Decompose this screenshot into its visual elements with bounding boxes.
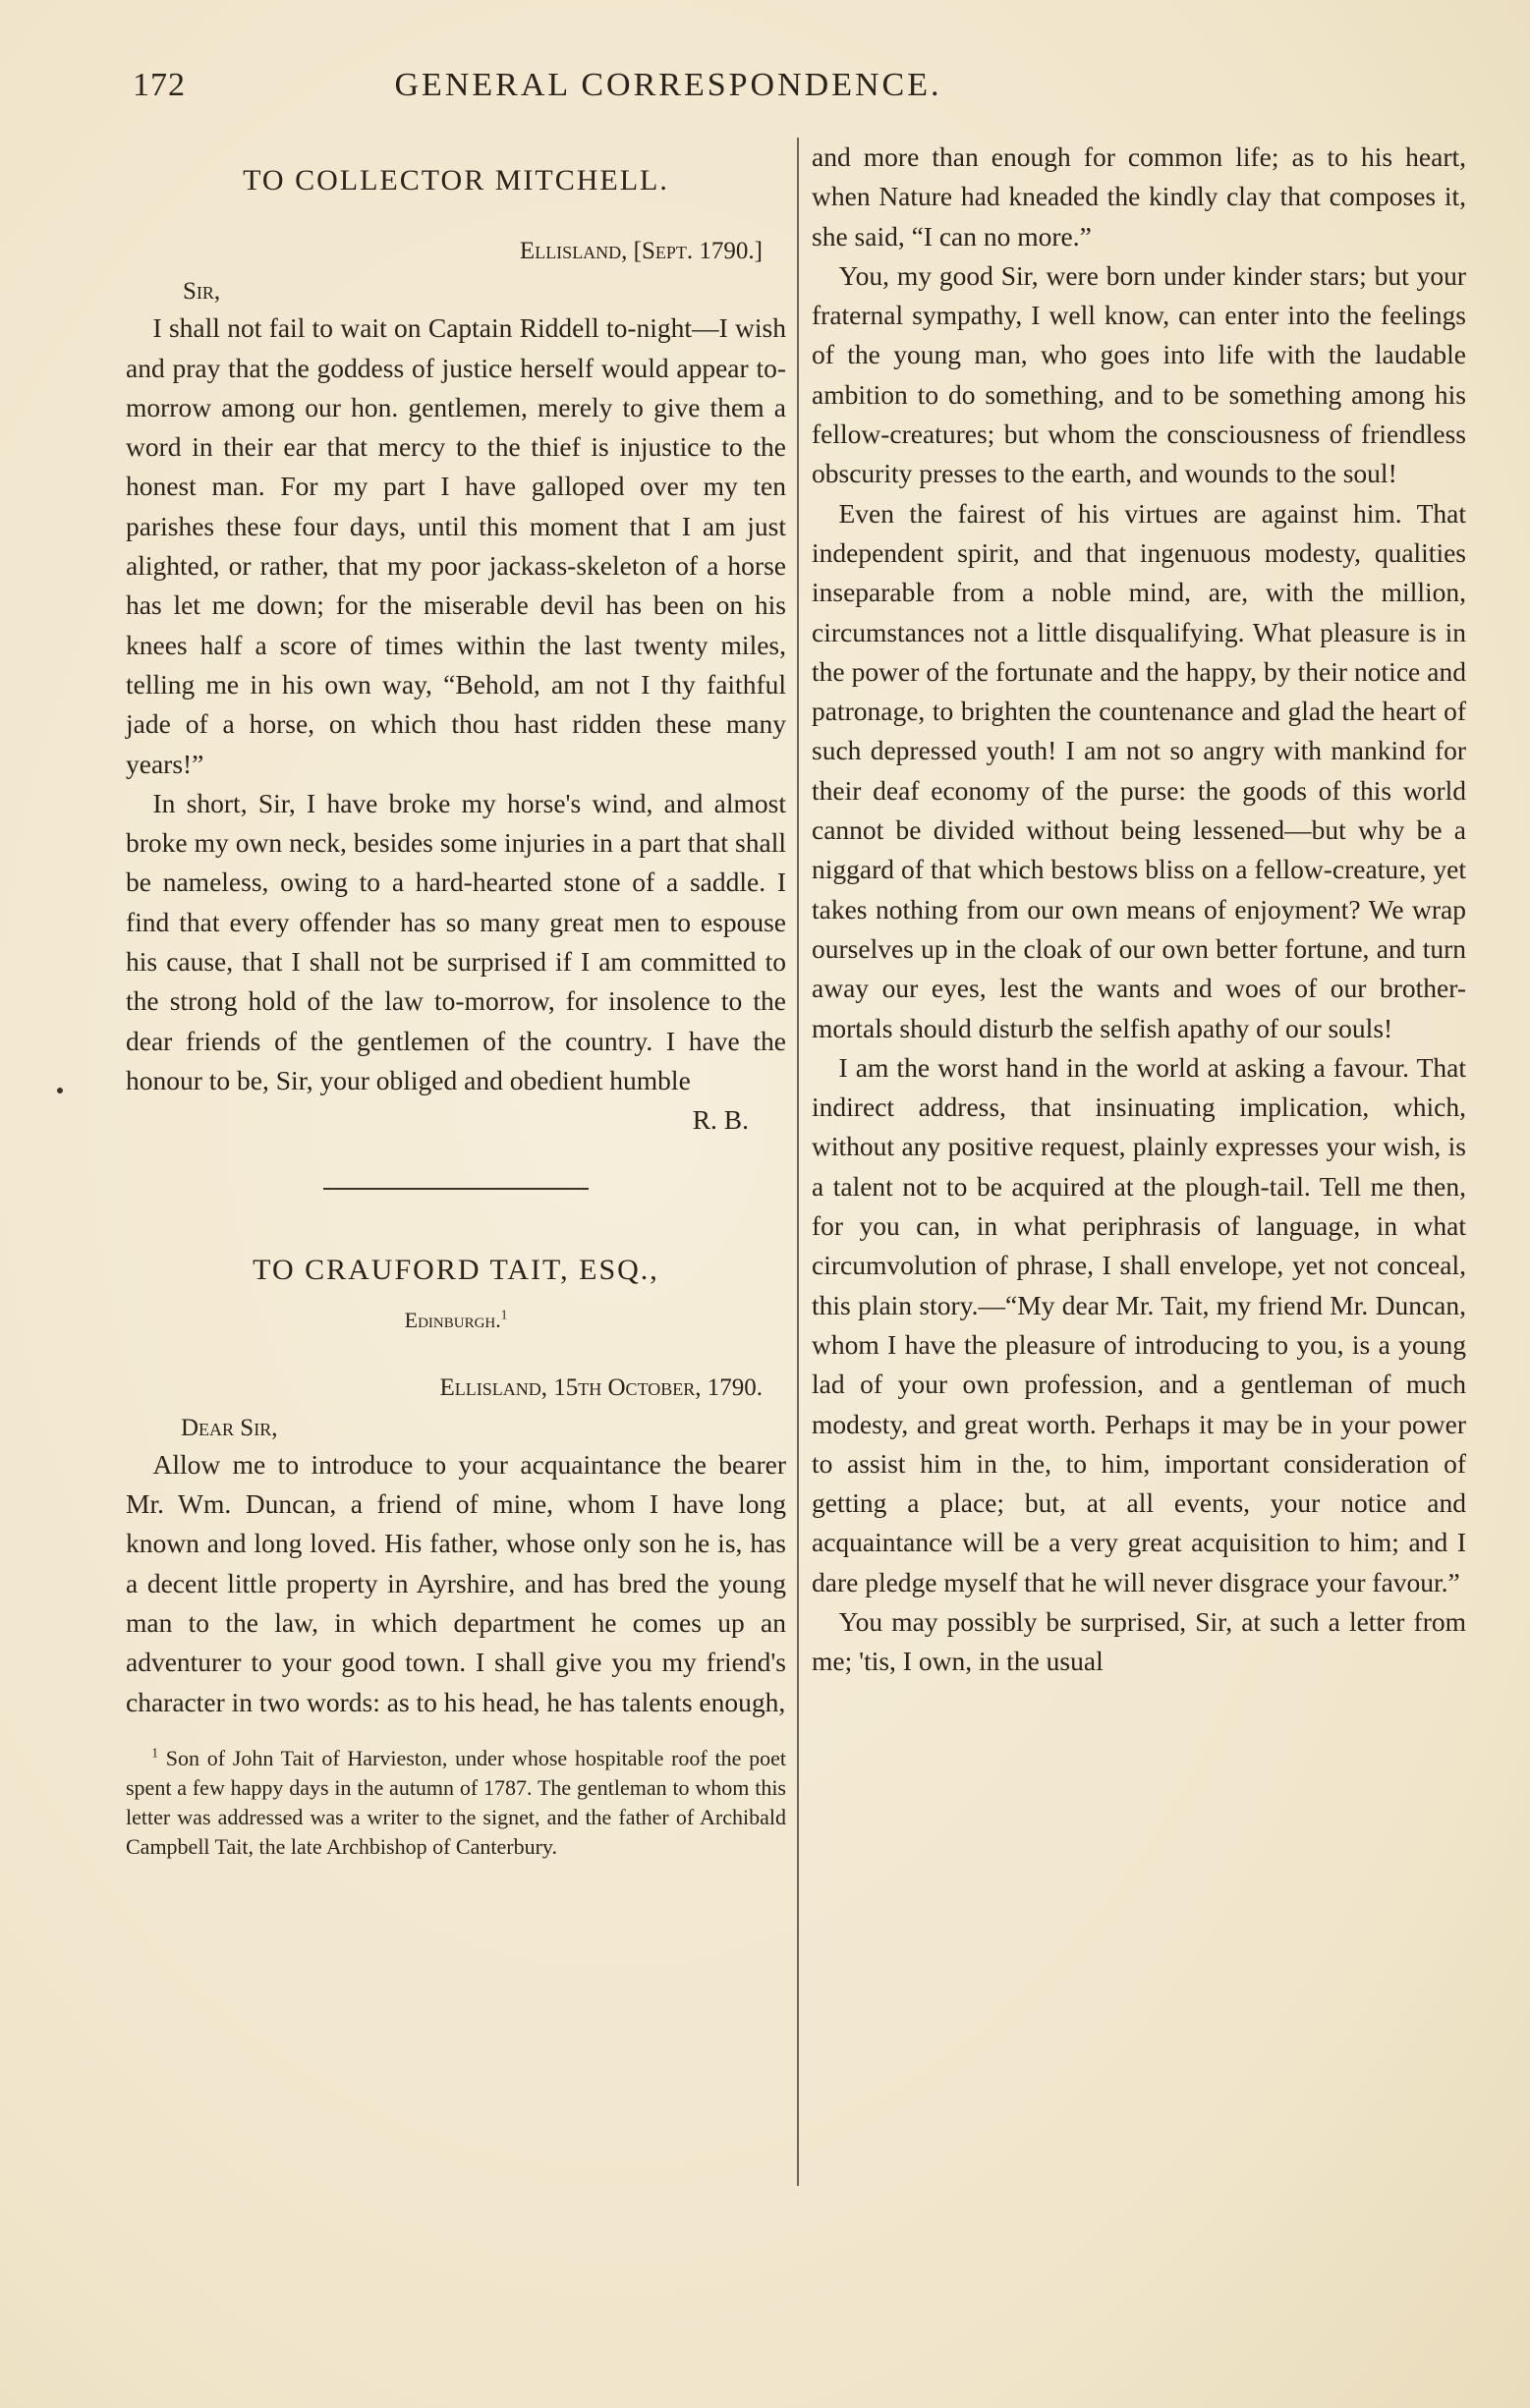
footnote-body: Son of John Tait of Harvieston, under whose hospitable roof the poet spent a few happy days in the autumn of 1787. The gentleman to whom this letter was addressed was a writer to the signet, and the father of Archibald Campbell Tait, the late Archbishop of Canterbury. xyxy=(126,1745,786,1859)
letter2-paragraph-2: and more than enough for common life; as to his heart, when Nature had kneaded the kindly clay that composes it, she said, “I can no more.” xyxy=(812,141,1466,252)
letter2-address-text: Edinburgh. xyxy=(404,1307,501,1332)
section-separator xyxy=(323,1188,589,1190)
footnote-ref: 1 xyxy=(500,1307,508,1322)
footnote-marker: 1 xyxy=(151,1745,158,1761)
margin-mark xyxy=(57,1088,63,1093)
page-number: 172 xyxy=(133,67,186,103)
column-divider xyxy=(797,138,799,2186)
letter1-title: TO COLLECTOR MITCHELL. xyxy=(243,164,669,196)
letter2-title: TO CRAUFORD TAIT, ESQ., xyxy=(253,1253,659,1286)
letter2-paragraph-4: Even the fairest of his virtues are against him. That independent spirit, and that ingenuous modesty, qualities inseparable from a noble mind, are, with the million, circumstances not a little disqualifying. What pleasure is in the power of the fortunate and the happy, by their notice and patronage, to brighten the countenance and glad the heart of such depressed youth! I am not so angry with mankind for their deaf economy of the purse: the goods of this world cannot be divided without being lessened—but why be a niggard of that which bestows bliss on a fellow-creature, yet takes nothing from our own means of enjoyment? We wrap ourselves up in the cloak of our own better fortune, and turn away our eyes, lest the wants and woes of our brother-mortals should disturb the selfish apathy of our souls! xyxy=(812,497,1466,1043)
running-title: GENERAL CORRESPONDENCE. xyxy=(394,67,942,103)
page-header xyxy=(133,67,1489,116)
letter1-paragraph-2: In short, Sir, I have broke my horse's wind, and almost broke my own neck, besides some injuries in a part that shall be nameless, owing to a hard-hearted stone of a saddle. I find that every offender has so many great men to espouse his cause, that I shall not be surprised if I am committed to the strong hold of the law to-morrow, for insolence to the dear friends of the gentlemen of the country. I have the honour to be, Sir, your obliged and obedient humble xyxy=(126,787,786,1095)
letter1-dateline: Ellisland, [Sept. 1790.] xyxy=(519,238,763,265)
letter2-salutation: Dear Sir, xyxy=(181,1414,278,1441)
letter1-paragraph-1: I shall not fail to wait on Captain Riddell to-night—I wish and pray that the goddess of justice herself would appear to-morrow among our hon. gentlemen, merely to give them a word in their ear that mercy to the thief is injustice to the honest man. For my part I have galloped over my ten parishes these four days, until this moment that I am just alighted, or rather, that my poor jackass-skeleton of a horse has let me down; for the miserable devil has been on his knees half a score of times within the last twenty miles, telling me in his own way, “Behold, am not I thy faithful jade of a horse, on which thou hast ridden these many years!” xyxy=(126,312,786,779)
footnote-text xyxy=(126,1744,786,1862)
letter2-paragraph-3: You, my good Sir, were born under kinder stars; but your fraternal sympathy, I well know, can enter into the feelings of the young man, who goes into life with the laudable ambition to do something, and to be something among his fellow-creatures; but whom the consciousness of friendless obscurity presses to the earth, and wounds to the soul! xyxy=(812,259,1466,489)
right-column xyxy=(812,138,1466,1682)
letter2-paragraph-6: You may possibly be surprised, Sir, at such a letter from me; 'tis, I own, in the usual xyxy=(812,1605,1466,1677)
left-column xyxy=(126,138,786,1862)
footnote xyxy=(126,1744,786,1862)
letter2-dateline: Ellisland, 15th October, 1790. xyxy=(439,1373,763,1401)
letter1-salutation: Sir, xyxy=(183,278,221,306)
letter2-address xyxy=(126,1306,786,1335)
letter1-signature: R. B. xyxy=(692,1104,749,1136)
letter2-paragraph-5: I am the worst hand in the world at asking a favour. That indirect address, that insinuating implication, which, without any positive request, plainly expresses your wish, is a talent not to be acquired at the plough-tail. Tell me then, for you can, in what periphrasis of language, in what circumvolution of phrase, I shall envelope, yet not conceal, this plain story.—“My dear Mr. Tait, my friend Mr. Duncan, whom I have the pleasure of introducing to you, is a young lad of your own profession, and a gentleman of much modesty, and great worth. Perhaps it may be in your power to assist him in the, to him, important consideration of getting a place; but, at all events, your notice and acquaintance will be a very great acquisition to him; and I dare pledge myself that he will never disgrace your favour.” xyxy=(812,1051,1466,1597)
letter2-paragraph-1: Allow me to introduce to your acquaintance the bearer Mr. Wm. Duncan, a friend of mine, whom I have long known and long loved. His father, whose only son he is, has a decent little property in Ayrshire, and has bred the young man to the law, in which department he comes up an adventurer to your good town. I shall give you my friend's character in two words: as to his head, he has talents enough, xyxy=(126,1448,786,1717)
